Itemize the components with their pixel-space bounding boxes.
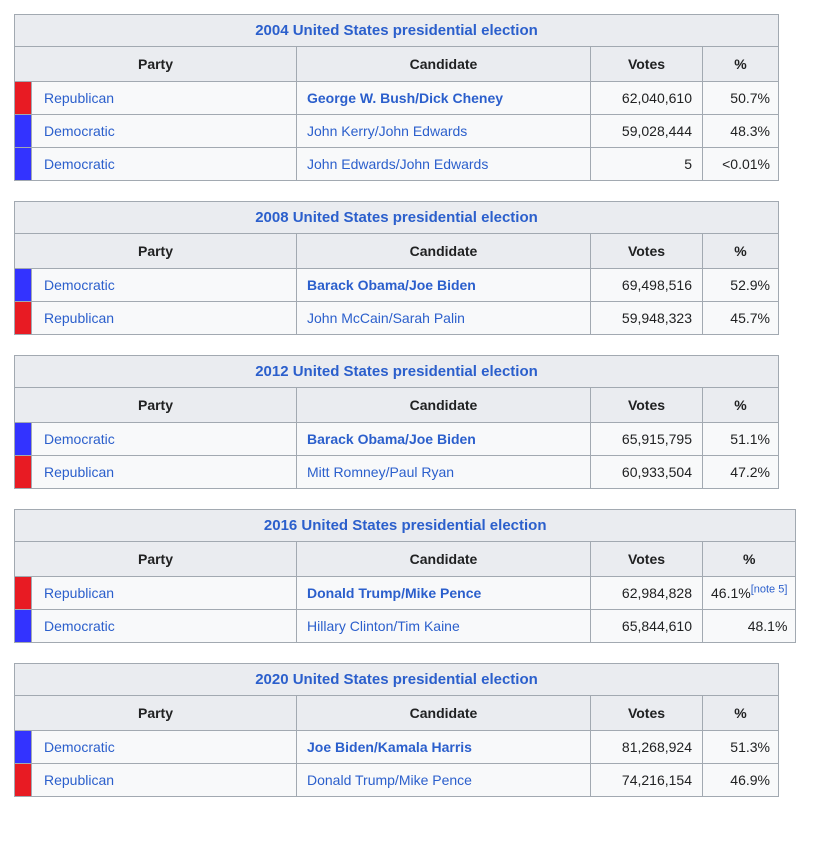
percent-value: 51.1% [730,431,770,447]
table-title-cell [15,356,779,388]
percent-cell [703,731,779,764]
votes-value: 60,933,504 [591,456,703,489]
percent-value: 48.1% [747,618,788,634]
column-header-party: Party [15,47,297,82]
column-header-party: Party [15,388,297,423]
table-row [15,269,779,302]
percent-cell [703,610,796,643]
table-row [15,764,779,797]
candidate-link[interactable]: Barack Obama/Joe Biden [307,431,476,447]
election-table-2020 [14,663,779,797]
party-color-swatch [15,82,32,115]
percent-cell [703,148,779,181]
column-header-party: Party [15,542,297,577]
table-header-row [15,696,779,731]
candidate-cell [297,302,591,335]
percent-cell [703,82,779,115]
election-title-link[interactable]: 2020 United States presidential election [255,671,538,688]
column-header-candidate: Candidate [297,47,591,82]
party-link[interactable]: Republican [44,90,115,106]
party-link[interactable]: Republican [44,585,115,601]
table-title-row [15,510,796,542]
table-header-row [15,388,779,423]
column-header-votes: Votes [591,542,703,577]
column-header-percent: % [703,388,779,423]
column-header-votes: Votes [591,696,703,731]
column-header-votes: Votes [591,47,703,82]
table-row [15,148,779,181]
party-color-swatch [15,610,32,643]
column-header-percent: % [703,696,779,731]
election-title-link[interactable]: 2012 United States presidential election [255,363,538,380]
votes-value: 62,984,828 [591,577,703,610]
note-link[interactable]: [note 5] [750,583,788,596]
column-header-party: Party [15,696,297,731]
party-color-swatch [15,302,32,335]
percent-cell [703,577,796,610]
party-cell [32,82,297,115]
percent-cell [703,269,779,302]
table-header-row [15,542,796,577]
election-table-2004 [14,14,779,181]
candidate-link[interactable]: Donald Trump/Mike Pence [307,585,482,601]
table-title-cell [15,664,779,696]
column-header-candidate: Candidate [297,234,591,269]
percent-value: 50.7% [730,90,770,106]
votes-value: 69,498,516 [591,269,703,302]
percent-cell [703,302,779,335]
party-link[interactable]: Democratic [44,618,115,634]
column-header-party: Party [15,234,297,269]
party-link[interactable]: Democratic [44,156,115,172]
column-header-votes: Votes [591,388,703,423]
table-header-row [15,47,779,82]
candidate-link[interactable]: Donald Trump/Mike Pence [307,772,472,788]
party-color-swatch [15,423,32,456]
table-title-row [15,15,779,47]
candidate-link[interactable]: John Edwards/John Edwards [307,156,489,172]
votes-value: 81,268,924 [591,731,703,764]
candidate-cell [297,456,591,489]
percent-cell [703,764,779,797]
party-cell [32,764,297,797]
votes-value: 5 [591,148,703,181]
table-title-cell [15,510,796,542]
table-title-row [15,356,779,388]
party-cell [32,148,297,181]
election-title-link[interactable]: 2016 United States presidential election [263,517,547,534]
candidate-link[interactable]: Mitt Romney/Paul Ryan [307,464,455,480]
candidate-link[interactable]: Barack Obama/Joe Biden [307,277,476,293]
votes-value: 59,028,444 [591,115,703,148]
candidate-cell [297,610,591,643]
candidate-cell [297,731,591,764]
candidate-link[interactable]: Hillary Clinton/Tim Kaine [307,618,460,634]
party-color-swatch [15,577,32,610]
column-header-candidate: Candidate [297,388,591,423]
election-title-link[interactable]: 2004 United States presidential election [255,22,538,39]
party-link[interactable]: Democratic [44,739,115,755]
percent-value: 46.9% [730,772,770,788]
election-title-link[interactable]: 2008 United States presidential election [255,209,538,226]
table-row [15,610,796,643]
votes-value: 65,844,610 [591,610,703,643]
election-table-2016 [14,509,796,643]
table-title-row [15,202,779,234]
party-cell [32,731,297,764]
table-title-cell [15,202,779,234]
party-link[interactable]: Republican [44,464,115,480]
candidate-cell [297,423,591,456]
party-cell [32,302,297,335]
percent-value: <0.01% [722,156,770,172]
party-color-swatch [15,731,32,764]
party-link[interactable]: Democratic [44,123,115,139]
table-title-cell [15,15,779,47]
candidate-link[interactable]: Joe Biden/Kamala Harris [307,739,472,755]
candidate-cell [297,148,591,181]
percent-cell [703,115,779,148]
votes-value: 59,948,323 [591,302,703,335]
percent-value: 47.2% [730,464,770,480]
column-header-candidate: Candidate [297,696,591,731]
party-cell [32,577,297,610]
percent-value: 46.1% [711,585,751,601]
column-header-percent: % [703,542,796,577]
candidate-link[interactable]: George W. Bush/Dick Cheney [307,90,504,106]
party-link[interactable]: Republican [44,310,115,326]
election-table-2008 [14,201,779,335]
candidate-cell [297,82,591,115]
percent-cell [703,423,779,456]
table-row [15,302,779,335]
table-row [15,423,779,456]
party-color-swatch [15,115,32,148]
party-color-swatch [15,269,32,302]
table-row [15,115,779,148]
party-cell [32,610,297,643]
party-link[interactable]: Republican [44,772,115,788]
column-header-votes: Votes [591,234,703,269]
column-header-percent: % [703,234,779,269]
candidate-link[interactable]: John McCain/Sarah Palin [307,310,465,326]
election-table-2012 [14,355,779,489]
party-cell [32,269,297,302]
percent-value: 48.3% [730,123,770,139]
percent-value: 52.9% [730,277,770,293]
table-row [15,82,779,115]
party-cell [32,115,297,148]
candidate-cell [297,764,591,797]
percent-value: 45.7% [730,310,770,326]
column-header-percent: % [703,47,779,82]
candidate-cell [297,115,591,148]
table-row [15,577,796,610]
party-color-swatch [15,764,32,797]
candidate-cell [297,577,591,610]
candidate-link[interactable]: John Kerry/John Edwards [307,123,468,139]
table-header-row [15,234,779,269]
party-link[interactable]: Democratic [44,277,115,293]
percent-value: 51.3% [730,739,770,755]
votes-value: 65,915,795 [591,423,703,456]
party-color-swatch [15,148,32,181]
votes-value: 74,216,154 [591,764,703,797]
party-cell [32,423,297,456]
party-cell [32,456,297,489]
votes-value: 62,040,610 [591,82,703,115]
party-color-swatch [15,456,32,489]
column-header-candidate: Candidate [297,542,591,577]
table-title-row [15,664,779,696]
percent-cell [703,456,779,489]
candidate-cell [297,269,591,302]
election-tables [14,14,830,797]
table-row [15,731,779,764]
table-row [15,456,779,489]
party-link[interactable]: Democratic [44,431,115,447]
